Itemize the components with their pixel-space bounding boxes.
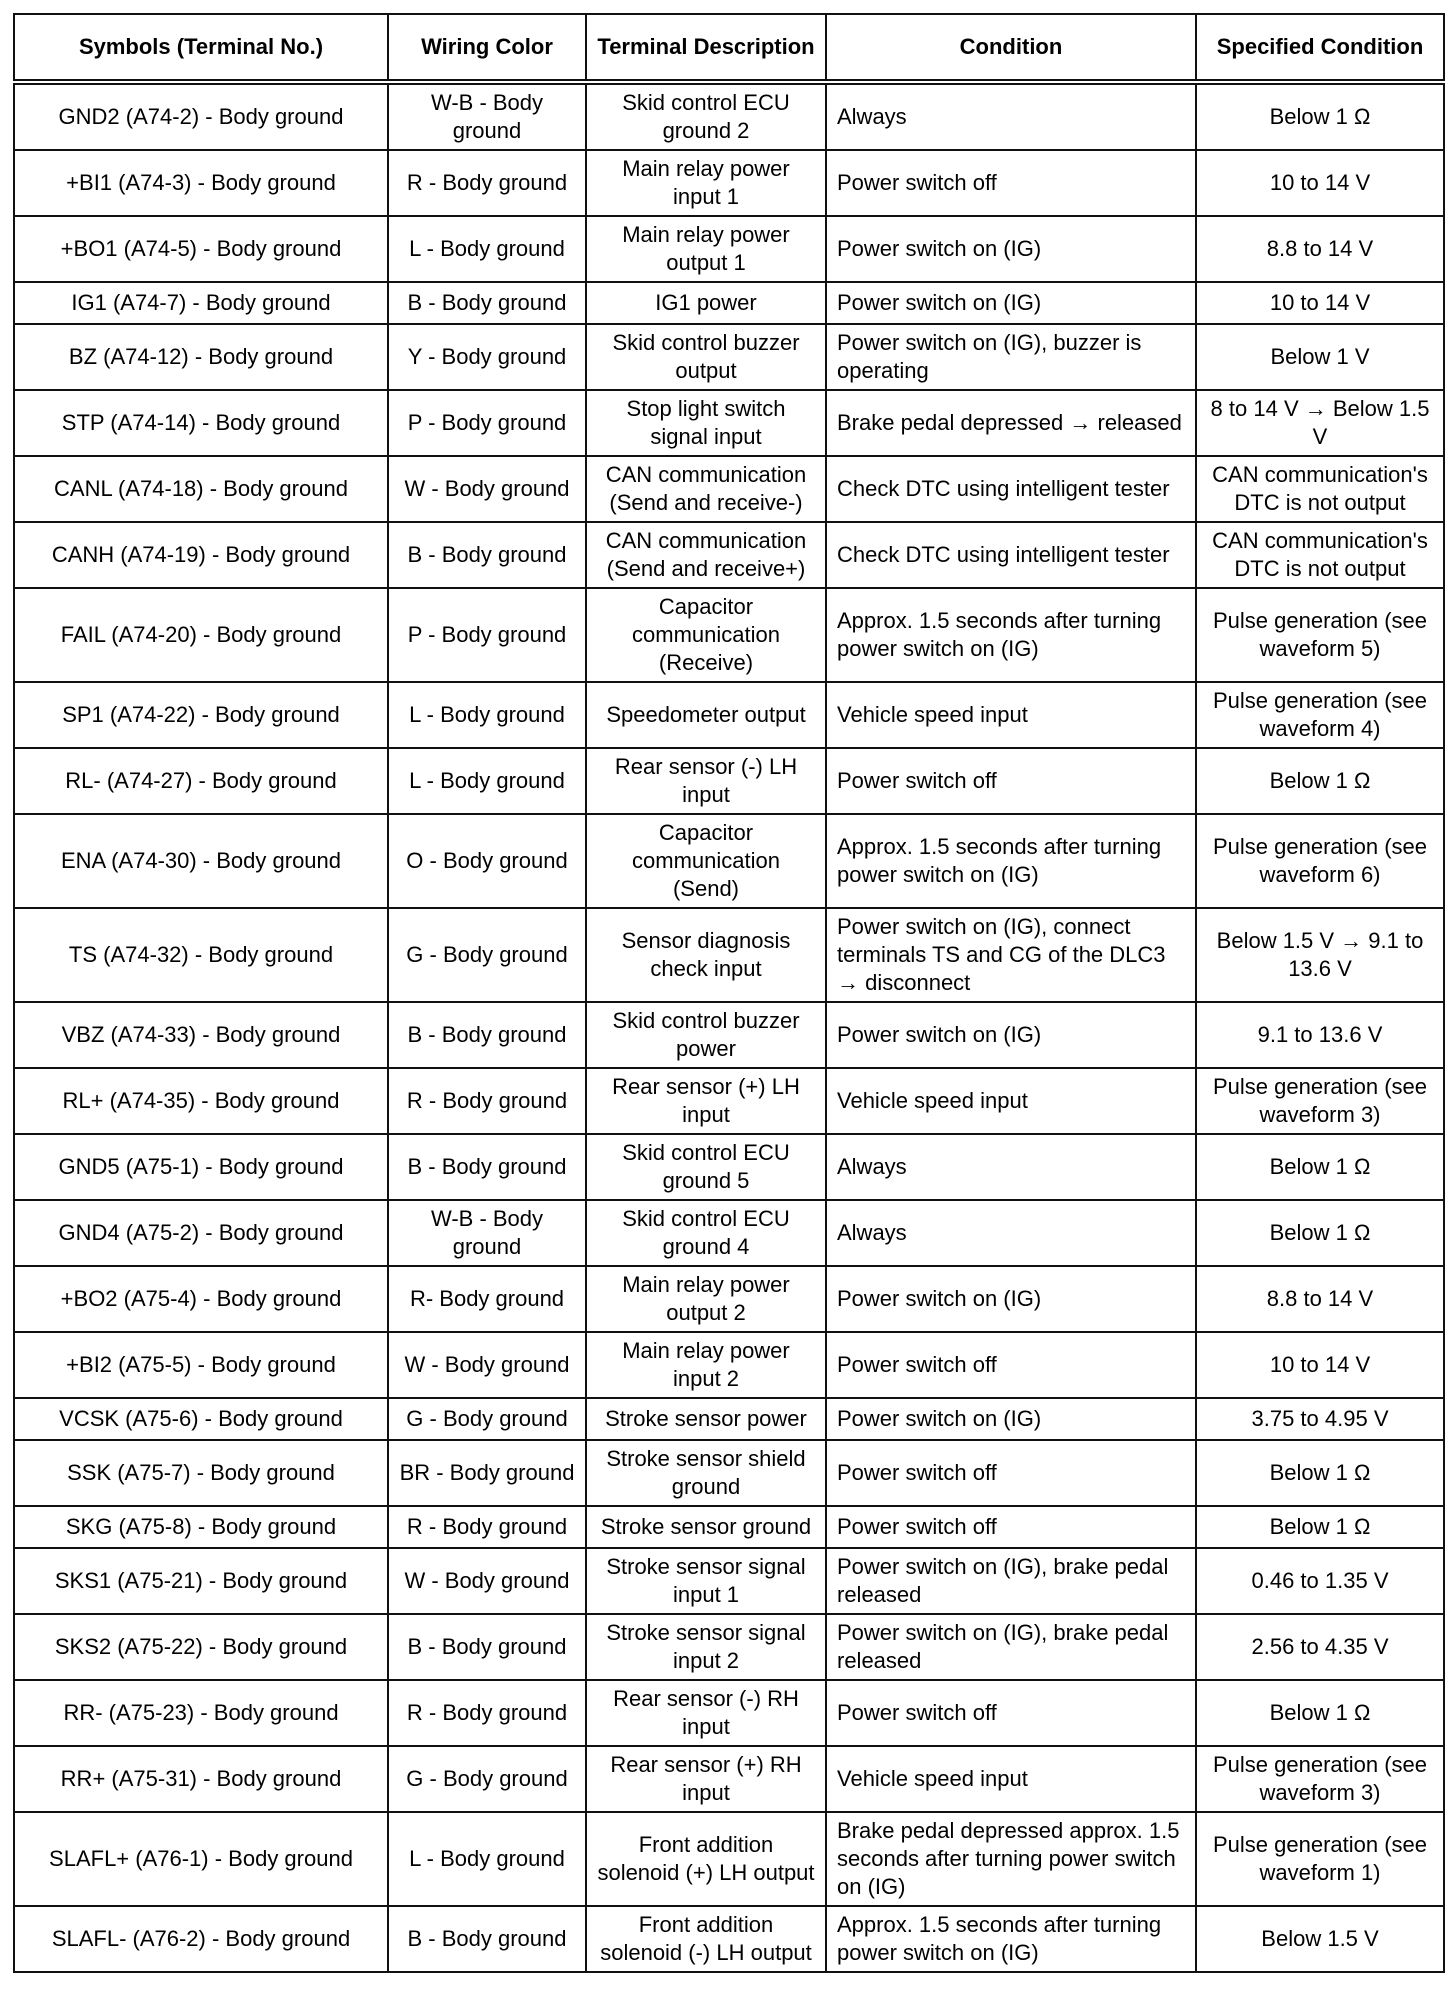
cell-condition: Power switch on (IG), buzzer is operating xyxy=(826,324,1196,390)
cell-symbol: VCSK (A75-6) - Body ground xyxy=(14,1398,388,1440)
cell-symbol: SKS1 (A75-21) - Body ground xyxy=(14,1548,388,1614)
table-row xyxy=(14,682,1444,748)
cell-symbol: SSK (A75-7) - Body ground xyxy=(14,1440,388,1506)
cell-terminal-description: Front addition solenoid (+) LH output xyxy=(586,1812,826,1906)
cell-symbol: BZ (A74-12) - Body ground xyxy=(14,324,388,390)
cell-symbol: SLAFL+ (A76-1) - Body ground xyxy=(14,1812,388,1906)
cell-condition: Vehicle speed input xyxy=(826,1746,1196,1812)
cell-wiring-color: B - Body ground xyxy=(388,1134,586,1200)
table-row xyxy=(14,150,1444,216)
cell-condition: Power switch off xyxy=(826,1680,1196,1746)
cell-symbol: SKS2 (A75-22) - Body ground xyxy=(14,1614,388,1680)
cell-wiring-color: R - Body ground xyxy=(388,1506,586,1548)
cell-symbol: +BO2 (A75-4) - Body ground xyxy=(14,1266,388,1332)
table-row xyxy=(14,216,1444,282)
cell-wiring-color: G - Body ground xyxy=(388,1398,586,1440)
cell-wiring-color: R - Body ground xyxy=(388,150,586,216)
cell-terminal-description: Stroke sensor signal input 2 xyxy=(586,1614,826,1680)
cell-terminal-description: Capacitor communication (Send) xyxy=(586,814,826,908)
cell-wiring-color: R- Body ground xyxy=(388,1266,586,1332)
cell-specified-condition: 8.8 to 14 V xyxy=(1196,1266,1444,1332)
cell-wiring-color: B - Body ground xyxy=(388,1002,586,1068)
cell-symbol: +BO1 (A74-5) - Body ground xyxy=(14,216,388,282)
cell-symbol: SP1 (A74-22) - Body ground xyxy=(14,682,388,748)
cell-specified-condition: Below 1 Ω xyxy=(1196,1134,1444,1200)
cell-specified-condition: 10 to 14 V xyxy=(1196,150,1444,216)
table-row xyxy=(14,456,1444,522)
table-row xyxy=(14,588,1444,682)
cell-condition: Power switch on (IG) xyxy=(826,1398,1196,1440)
table-body xyxy=(14,82,1444,1972)
cell-symbol: RR+ (A75-31) - Body ground xyxy=(14,1746,388,1812)
cell-wiring-color: B - Body ground xyxy=(388,1906,586,1972)
cell-specified-condition: Below 1 Ω xyxy=(1196,1680,1444,1746)
cell-wiring-color: BR - Body ground xyxy=(388,1440,586,1506)
cell-symbol: CANL (A74-18) - Body ground xyxy=(14,456,388,522)
cell-condition: Power switch off xyxy=(826,1332,1196,1398)
cell-condition: Power switch off xyxy=(826,1440,1196,1506)
table-row xyxy=(14,282,1444,324)
cell-wiring-color: O - Body ground xyxy=(388,814,586,908)
cell-specified-condition: Below 1 Ω xyxy=(1196,748,1444,814)
cell-specified-condition: Pulse generation (see waveform 3) xyxy=(1196,1068,1444,1134)
table-row xyxy=(14,390,1444,456)
header-wiring-color: Wiring Color xyxy=(388,14,586,82)
cell-condition: Always xyxy=(826,1134,1196,1200)
table-row xyxy=(14,1266,1444,1332)
cell-terminal-description: Main relay power input 2 xyxy=(586,1332,826,1398)
cell-symbol: RR- (A75-23) - Body ground xyxy=(14,1680,388,1746)
cell-condition: Power switch on (IG) xyxy=(826,282,1196,324)
cell-terminal-description: Stroke sensor power xyxy=(586,1398,826,1440)
table-row xyxy=(14,1398,1444,1440)
cell-wiring-color: R - Body ground xyxy=(388,1680,586,1746)
header-row xyxy=(14,14,1444,82)
cell-specified-condition: 2.56 to 4.35 V xyxy=(1196,1614,1444,1680)
cell-symbol: +BI1 (A74-3) - Body ground xyxy=(14,150,388,216)
cell-terminal-description: Stop light switch signal input xyxy=(586,390,826,456)
cell-terminal-description: Rear sensor (+) RH input xyxy=(586,1746,826,1812)
cell-terminal-description: Speedometer output xyxy=(586,682,826,748)
cell-condition: Power switch on (IG) xyxy=(826,1266,1196,1332)
cell-terminal-description: Skid control ECU ground 5 xyxy=(586,1134,826,1200)
cell-terminal-description: CAN communication (Send and receive-) xyxy=(586,456,826,522)
cell-condition: Check DTC using intelligent tester xyxy=(826,522,1196,588)
cell-specified-condition: Below 1 V xyxy=(1196,324,1444,390)
table-header xyxy=(14,14,1444,82)
cell-condition: Check DTC using intelligent tester xyxy=(826,456,1196,522)
cell-specified-condition: Below 1 Ω xyxy=(1196,1506,1444,1548)
cell-terminal-description: Rear sensor (-) LH input xyxy=(586,748,826,814)
table-row xyxy=(14,1680,1444,1746)
table-row xyxy=(14,82,1444,150)
cell-condition: Power switch on (IG), brake pedal released xyxy=(826,1614,1196,1680)
cell-condition: Power switch on (IG) xyxy=(826,1002,1196,1068)
header-condition: Condition xyxy=(826,14,1196,82)
cell-specified-condition: 3.75 to 4.95 V xyxy=(1196,1398,1444,1440)
cell-wiring-color: L - Body ground xyxy=(388,682,586,748)
cell-terminal-description: Main relay power output 2 xyxy=(586,1266,826,1332)
cell-condition: Approx. 1.5 seconds after turning power switch on (IG) xyxy=(826,814,1196,908)
cell-specified-condition: Pulse generation (see waveform 5) xyxy=(1196,588,1444,682)
cell-condition: Power switch on (IG) xyxy=(826,216,1196,282)
cell-symbol: GND2 (A74-2) - Body ground xyxy=(14,82,388,150)
cell-wiring-color: W-B - Body ground xyxy=(388,82,586,150)
cell-wiring-color: P - Body ground xyxy=(388,588,586,682)
table-row xyxy=(14,1614,1444,1680)
cell-wiring-color: L - Body ground xyxy=(388,216,586,282)
cell-terminal-description: Front addition solenoid (-) LH output xyxy=(586,1906,826,1972)
cell-symbol: RL+ (A74-35) - Body ground xyxy=(14,1068,388,1134)
cell-specified-condition: Below 1 Ω xyxy=(1196,82,1444,150)
cell-specified-condition: Below 1 Ω xyxy=(1196,1440,1444,1506)
cell-wiring-color: L - Body ground xyxy=(388,1812,586,1906)
header-specified-condition: Specified Condition xyxy=(1196,14,1444,82)
cell-wiring-color: W - Body ground xyxy=(388,1332,586,1398)
header-symbol: Symbols (Terminal No.) xyxy=(14,14,388,82)
cell-specified-condition: 9.1 to 13.6 V xyxy=(1196,1002,1444,1068)
cell-specified-condition: 8 to 14 V → Below 1.5 V xyxy=(1196,390,1444,456)
table-row xyxy=(14,908,1444,1002)
cell-specified-condition: 0.46 to 1.35 V xyxy=(1196,1548,1444,1614)
cell-specified-condition: CAN communication's DTC is not output xyxy=(1196,456,1444,522)
cell-wiring-color: W-B - Body ground xyxy=(388,1200,586,1266)
cell-symbol: SKG (A75-8) - Body ground xyxy=(14,1506,388,1548)
table-row xyxy=(14,1134,1444,1200)
table-row xyxy=(14,324,1444,390)
table-row xyxy=(14,1506,1444,1548)
cell-terminal-description: Capacitor communication (Receive) xyxy=(586,588,826,682)
cell-symbol: STP (A74-14) - Body ground xyxy=(14,390,388,456)
cell-condition: Brake pedal depressed approx. 1.5 seconds after turning power switch on (IG) xyxy=(826,1812,1196,1906)
cell-condition: Always xyxy=(826,1200,1196,1266)
cell-condition: Approx. 1.5 seconds after turning power switch on (IG) xyxy=(826,588,1196,682)
cell-symbol: RL- (A74-27) - Body ground xyxy=(14,748,388,814)
cell-specified-condition: Pulse generation (see waveform 6) xyxy=(1196,814,1444,908)
cell-specified-condition: 8.8 to 14 V xyxy=(1196,216,1444,282)
cell-symbol: CANH (A74-19) - Body ground xyxy=(14,522,388,588)
table-row xyxy=(14,1812,1444,1906)
cell-symbol: FAIL (A74-20) - Body ground xyxy=(14,588,388,682)
cell-terminal-description: CAN communication (Send and receive+) xyxy=(586,522,826,588)
table-row xyxy=(14,814,1444,908)
cell-condition: Power switch on (IG), connect terminals TS and CG of the DLC3 → disconnect xyxy=(826,908,1196,1002)
cell-symbol: ENA (A74-30) - Body ground xyxy=(14,814,388,908)
cell-terminal-description: Stroke sensor signal input 1 xyxy=(586,1548,826,1614)
table-row xyxy=(14,1548,1444,1614)
cell-wiring-color: G - Body ground xyxy=(388,908,586,1002)
table-row xyxy=(14,1332,1444,1398)
cell-condition: Vehicle speed input xyxy=(826,682,1196,748)
cell-terminal-description: IG1 power xyxy=(586,282,826,324)
cell-wiring-color: B - Body ground xyxy=(388,282,586,324)
cell-specified-condition: Pulse generation (see waveform 4) xyxy=(1196,682,1444,748)
cell-terminal-description: Stroke sensor shield ground xyxy=(586,1440,826,1506)
cell-condition: Brake pedal depressed → released xyxy=(826,390,1196,456)
cell-specified-condition: Pulse generation (see waveform 1) xyxy=(1196,1812,1444,1906)
cell-terminal-description: Sensor diagnosis check input xyxy=(586,908,826,1002)
cell-terminal-description: Skid control ECU ground 2 xyxy=(586,82,826,150)
cell-symbol: VBZ (A74-33) - Body ground xyxy=(14,1002,388,1068)
cell-terminal-description: Rear sensor (+) LH input xyxy=(586,1068,826,1134)
cell-terminal-description: Rear sensor (-) RH input xyxy=(586,1680,826,1746)
cell-condition: Approx. 1.5 seconds after turning power switch on (IG) xyxy=(826,1906,1196,1972)
cell-condition: Power switch on (IG), brake pedal released xyxy=(826,1548,1196,1614)
cell-wiring-color: B - Body ground xyxy=(388,1614,586,1680)
cell-symbol: SLAFL- (A76-2) - Body ground xyxy=(14,1906,388,1972)
table-row xyxy=(14,748,1444,814)
table-row xyxy=(14,522,1444,588)
table-row xyxy=(14,1746,1444,1812)
cell-specified-condition: 10 to 14 V xyxy=(1196,1332,1444,1398)
cell-terminal-description: Main relay power output 1 xyxy=(586,216,826,282)
cell-wiring-color: R - Body ground xyxy=(388,1068,586,1134)
table-row xyxy=(14,1002,1444,1068)
cell-wiring-color: G - Body ground xyxy=(388,1746,586,1812)
cell-condition: Power switch off xyxy=(826,748,1196,814)
cell-condition: Vehicle speed input xyxy=(826,1068,1196,1134)
cell-terminal-description: Main relay power input 1 xyxy=(586,150,826,216)
cell-specified-condition: Below 1 Ω xyxy=(1196,1200,1444,1266)
terminal-inspection-table xyxy=(13,13,1445,1973)
cell-terminal-description: Skid control ECU ground 4 xyxy=(586,1200,826,1266)
cell-symbol: TS (A74-32) - Body ground xyxy=(14,908,388,1002)
cell-wiring-color: P - Body ground xyxy=(388,390,586,456)
cell-wiring-color: L - Body ground xyxy=(388,748,586,814)
cell-condition: Power switch off xyxy=(826,150,1196,216)
cell-specified-condition: Pulse generation (see waveform 3) xyxy=(1196,1746,1444,1812)
cell-terminal-description: Stroke sensor ground xyxy=(586,1506,826,1548)
cell-symbol: IG1 (A74-7) - Body ground xyxy=(14,282,388,324)
table-row xyxy=(14,1068,1444,1134)
cell-condition: Always xyxy=(826,82,1196,150)
table-row xyxy=(14,1440,1444,1506)
cell-wiring-color: Y - Body ground xyxy=(388,324,586,390)
cell-specified-condition: Below 1.5 V → 9.1 to 13.6 V xyxy=(1196,908,1444,1002)
cell-symbol: +BI2 (A75-5) - Body ground xyxy=(14,1332,388,1398)
cell-specified-condition: CAN communication's DTC is not output xyxy=(1196,522,1444,588)
table-row xyxy=(14,1200,1444,1266)
cell-terminal-description: Skid control buzzer power xyxy=(586,1002,826,1068)
cell-condition: Power switch off xyxy=(826,1506,1196,1548)
table-row xyxy=(14,1906,1444,1972)
cell-specified-condition: 10 to 14 V xyxy=(1196,282,1444,324)
header-terminal-description: Terminal Description xyxy=(586,14,826,82)
cell-specified-condition: Below 1.5 V xyxy=(1196,1906,1444,1972)
cell-symbol: GND4 (A75-2) - Body ground xyxy=(14,1200,388,1266)
cell-wiring-color: W - Body ground xyxy=(388,1548,586,1614)
cell-wiring-color: B - Body ground xyxy=(388,522,586,588)
cell-symbol: GND5 (A75-1) - Body ground xyxy=(14,1134,388,1200)
cell-wiring-color: W - Body ground xyxy=(388,456,586,522)
cell-terminal-description: Skid control buzzer output xyxy=(586,324,826,390)
